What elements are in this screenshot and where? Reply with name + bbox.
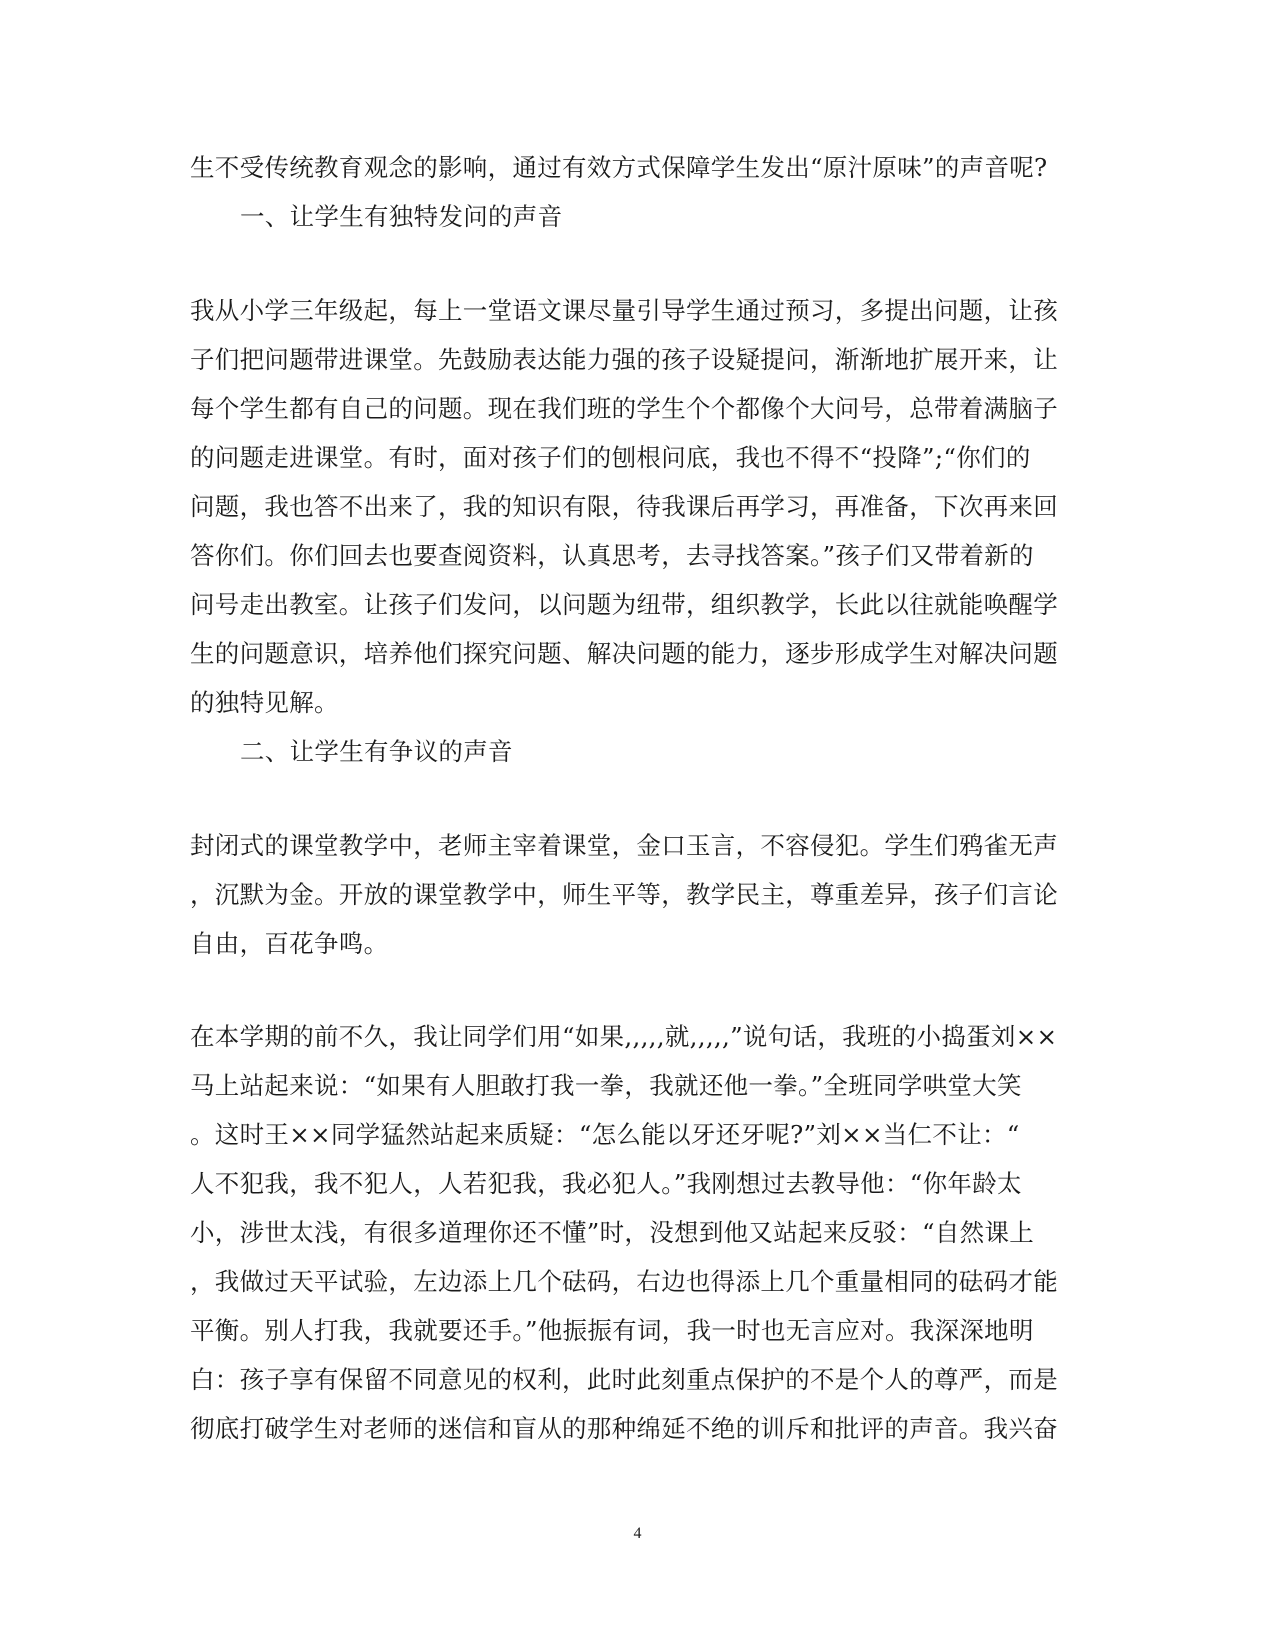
text-line: 我从小学三年级起，每上一堂语文课尽量引导学生通过预习，多提出问题，让孩 — [190, 296, 1058, 325]
paragraph-block-3 — [190, 821, 1070, 968]
paragraph-block-4 — [190, 1012, 1070, 1453]
text-line: 问号走出教室。让孩子们发问，以问题为纽带，组织教学，长此以往就能唤醒学 — [190, 590, 1058, 619]
text-line: 子们把问题带进课堂。先鼓励表达能力强的孩子设疑提问，渐渐地扩展开来，让 — [190, 345, 1058, 374]
page-number: 4 — [633, 1525, 642, 1542]
text-line: 小，涉世太浅，有很多道理你还不懂”时，没想到他又站起来反驳：“自然课上 — [190, 1218, 1035, 1247]
text-line: ，沉默为金。开放的课堂教学中，师生平等，教学民主，尊重差异，孩子们言论 — [190, 880, 1058, 909]
text-line: 的独特见解。 — [190, 688, 339, 717]
text-line: 。这时王××同学猛然站起来质疑：“怎么能以牙还牙呢?”刘××当仁不让：“ — [190, 1120, 1020, 1149]
text-line: 自由，百花争鸣。 — [190, 929, 389, 958]
text-line: 平衡。别人打我，我就要还手。”他振振有词，我一时也无言应对。我深深地明 — [190, 1316, 1034, 1345]
text-line: 人不犯我，我不犯人，人若犯我，我必犯人。”我刚想过去教导他：“你年龄太 — [190, 1169, 1022, 1198]
text-line: 马上站起来说：“如果有人胆敢打我一拳，我就还他一拳。”全班同学哄堂大笑 — [190, 1071, 1022, 1100]
text-line: 每个学生都有自己的问题。现在我们班的学生个个都像个大问号，总带着满脑子 — [190, 394, 1058, 423]
text-line: 答你们。你们回去也要查阅资料，认真思考，去寻找答案。”孩子们又带着新的 — [190, 541, 1034, 570]
text-line: 封闭式的课堂教学中，老师主宰着课堂，金口玉言，不容侵犯。学生们鸦雀无声 — [190, 831, 1058, 860]
text-line: ，我做过天平试验，左边添上几个砝码，右边也得添上几个重量相同的砝码才能 — [190, 1267, 1058, 1296]
text-line: 生不受传统教育观念的影响，通过有效方式保障学生发出“原汁原味”的声音呢? — [190, 153, 1048, 182]
paragraph-block-1 — [190, 143, 1070, 241]
text-line: 白：孩子享有保留不同意见的权利，此时此刻重点保护的不是个人的尊严，而是 — [190, 1365, 1058, 1394]
text-line: 的问题走进课堂。有时，面对孩子们的刨根问底，我也不得不“投降”;“你们的 — [190, 443, 1031, 472]
text-line: 在本学期的前不久，我让同学们用“如果,,,,,就,,,,,”说句话，我班的小捣蛋刘×× — [190, 1022, 1058, 1051]
text-line: 生的问题意识，培养他们探究问题、解决问题的能力，逐步形成学生对解决问题 — [190, 639, 1058, 668]
text-line: 彻底打破学生对老师的迷信和盲从的那种绵延不绝的训斥和批评的声音。我兴奋 — [190, 1414, 1058, 1443]
paragraph-block-2 — [190, 286, 1070, 776]
section-heading-2: 二、让学生有争议的声音 — [240, 737, 513, 766]
text-line: 问题，我也答不出来了，我的知识有限，待我课后再学习，再准备，下次再来回 — [190, 492, 1058, 521]
section-heading-1: 一、让学生有独特发问的声音 — [240, 202, 563, 231]
